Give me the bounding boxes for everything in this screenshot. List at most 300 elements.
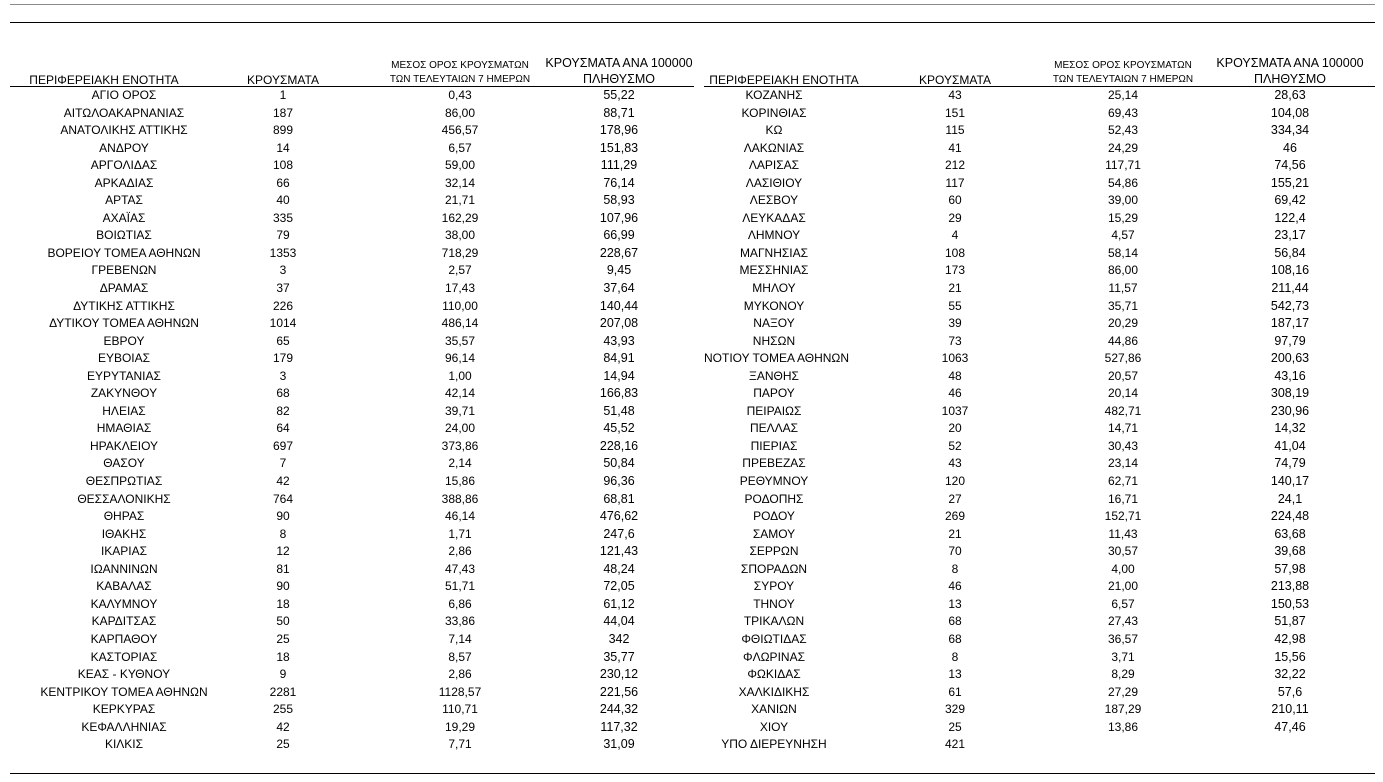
region-name-cell: ΚΑΡΔΙΤΣΑΣ <box>91 614 157 629</box>
region-name-cell: ΚΟΡΙΝΘΙΑΣ <box>741 105 807 120</box>
cases-per-100000-cell: 140,17 <box>1270 474 1310 489</box>
cases-per-100000-cell: 187,17 <box>1270 316 1310 331</box>
region-name-cell: ΣΠΟΡΑΔΩΝ <box>740 561 808 576</box>
cases-cell: 68 <box>276 386 290 401</box>
cases-cell: 48 <box>948 368 962 383</box>
cases-cell: 42 <box>276 719 290 734</box>
seven-day-average-cell: 11,43 <box>1108 526 1138 541</box>
cases-per-100000-cell: 14,94 <box>603 368 635 383</box>
seven-day-average-cell: 86,00 <box>1107 263 1139 278</box>
region-name-cell: ΗΜΑΘΙΑΣ <box>96 421 152 436</box>
cases-per-100000-cell: 56,84 <box>1274 245 1306 260</box>
region-name-cell: ΡΟΔΟΠΗΣ <box>744 491 804 506</box>
seven-day-average-cell: 527,86 <box>1104 351 1142 366</box>
seven-day-average-cell: 4,57 <box>1111 228 1135 243</box>
cases-cell: 68 <box>948 631 962 646</box>
cases-cell: 108 <box>272 158 294 173</box>
seven-day-average-cell: 25,14 <box>1107 88 1139 102</box>
cases-per-100000-cell: 230,96 <box>1270 403 1310 418</box>
cases-cell: 40 <box>276 193 290 208</box>
region-name-cell: ΤΡΙΚΑΛΩΝ <box>743 614 805 629</box>
region-name-cell: ΣΕΡΡΩΝ <box>749 544 799 559</box>
region-name-cell: ΚΙΛΚΙΣ <box>104 737 144 752</box>
seven-day-average-cell: 24,00 <box>444 421 476 436</box>
cases-cell: 226 <box>272 298 294 313</box>
seven-day-average-cell: 86,00 <box>444 105 476 120</box>
region-name-cell: ΧΑΛΚΙΔΙΚΗΣ <box>738 684 810 699</box>
cases-per-100000-cell: 97,79 <box>1274 333 1306 348</box>
cases-per-100000-cell: 66,99 <box>603 228 635 243</box>
region-name-cell: ΚΕΦΑΛΛΗΝΙΑΣ <box>81 719 167 734</box>
seven-day-average-cell: 11,57 <box>1108 281 1138 296</box>
cases-cell: 50 <box>276 614 290 629</box>
seven-day-average-cell: 456,57 <box>441 123 479 138</box>
cases-cell: 13 <box>948 667 962 682</box>
seven-day-average-cell: 21,00 <box>1107 579 1139 594</box>
seven-day-average-cell: 2,86 <box>448 544 472 559</box>
cases-per-100000-cell: 213,88 <box>1270 579 1310 594</box>
cases-cell: 18 <box>276 649 290 664</box>
cases-cell: 39 <box>948 316 962 331</box>
region-name-cell: ΔΥΤΙΚΗΣ ΑΤΤΙΚΗΣ <box>73 298 175 313</box>
cases-per-100000-cell: 43,16 <box>1274 368 1306 383</box>
cases-per-100000-cell: 244,32 <box>599 702 639 717</box>
seven-day-average-cell: 39,71 <box>444 403 476 418</box>
header-avg-line1: ΜΕΣΟΣ ΟΡΟΣ ΚΡΟΥΣΜΑΤΩΝ <box>391 60 529 71</box>
cases-cell: 2281 <box>269 684 297 699</box>
seven-day-average-cell: 1,00 <box>448 368 472 383</box>
cases-per-100000-cell: 342 <box>608 631 630 646</box>
seven-day-average-cell: 7,14 <box>448 631 472 646</box>
cases-cell: 151 <box>944 105 966 120</box>
region-name-cell: ΝΑΞΟΥ <box>753 316 795 331</box>
seven-day-average-cell: 388,86 <box>441 491 479 506</box>
cases-cell: 8 <box>951 649 959 664</box>
seven-day-average-cell: 2,14 <box>448 456 472 471</box>
region-name-cell: ΣΥΡΟΥ <box>753 579 795 594</box>
cases-per-100000-cell: 210,11 <box>1271 702 1309 717</box>
region-name-cell: ΗΡΑΚΛΕΙΟΥ <box>89 438 159 453</box>
cases-cell: 1014 <box>269 316 297 331</box>
cases-per-100000-cell: 61,12 <box>603 596 635 611</box>
seven-day-average-cell: 152,71 <box>1104 509 1142 524</box>
seven-day-average-cell: 6,86 <box>448 596 472 611</box>
region-name-cell: ΦΩΚΙΔΑΣ <box>747 667 801 682</box>
cases-cell: 90 <box>276 579 290 594</box>
cases-cell: 9 <box>279 667 287 682</box>
cases-cell: 20 <box>948 421 962 436</box>
header-per-line1: ΚΡΟΥΣΜΑΤΑ ΑΝΑ 100000 <box>545 56 693 70</box>
top-rule-thin <box>10 4 1375 5</box>
region-name-cell: ΓΡΕΒΕΝΩΝ <box>91 263 157 278</box>
cases-cell: 899 <box>272 123 294 138</box>
cases-per-100000-cell: 32,22 <box>1274 667 1306 682</box>
cases-per-100000-cell: 224,48 <box>1270 509 1310 524</box>
cases-per-100000-cell: 47,46 <box>1274 719 1306 734</box>
header-avg-line2: ΤΩΝ ΤΕΛΕΥΤΑΙΩΝ 7 ΗΜΕΡΩΝ <box>1052 74 1194 85</box>
cases-per-100000-cell: 44,04 <box>603 614 635 629</box>
cases-cell: 43 <box>948 88 962 102</box>
region-name-cell: ΑΡΤΑΣ <box>105 193 143 208</box>
cases-cell: 60 <box>948 193 962 208</box>
cases-per-100000-cell: 96,36 <box>603 474 635 489</box>
cases-per-100000-cell: 57,98 <box>1274 561 1306 576</box>
region-name-cell: ΣΑΜΟΥ <box>752 526 796 541</box>
cases-cell: 212 <box>944 158 966 173</box>
seven-day-average-cell: 4,00 <box>1111 561 1135 576</box>
region-name-cell: ΦΛΩΡΙΝΑΣ <box>743 649 805 664</box>
cases-cell: 27 <box>948 491 962 506</box>
bottom-rule <box>10 773 1375 774</box>
cases-cell: 335 <box>272 210 294 225</box>
cases-cell: 21 <box>948 526 962 541</box>
region-name-cell: ΧΙΟΥ <box>759 719 789 734</box>
seven-day-average-cell: 110,71 <box>442 702 478 717</box>
cases-cell: 179 <box>272 351 294 366</box>
cases-per-100000-cell: 76,14 <box>603 175 635 190</box>
region-name-cell: ΑΡΓΟΛΙΔΑΣ <box>90 158 158 173</box>
region-name-cell: ΡΕΘΥΜΝΟΥ <box>739 474 809 489</box>
header-cases: ΚΡΟΥΣΜΑΤΑ <box>919 73 991 87</box>
cases-per-100000-cell: 117,32 <box>600 719 638 734</box>
seven-day-average-cell: 69,43 <box>1107 105 1139 120</box>
cases-cell: 3 <box>279 368 287 383</box>
cases-cell: 73 <box>948 333 962 348</box>
cases-per-100000-cell: 58,93 <box>603 193 635 208</box>
cases-per-100000-cell: 228,67 <box>599 245 639 260</box>
region-name-cell: ΜΥΚΟΝΟΥ <box>743 298 805 313</box>
seven-day-average-cell: 482,71 <box>1104 403 1142 418</box>
cases-per-100000-cell: 308,19 <box>1270 386 1310 401</box>
region-name-cell: ΚΩ <box>765 123 783 138</box>
cases-per-100000-cell: 178,96 <box>599 123 639 138</box>
cases-per-100000-cell: 107,96 <box>599 210 639 225</box>
region-name-cell: ΚΕΝΤΡΙΚΟΥ ΤΟΜΕΑ ΑΘΗΝΩΝ <box>40 684 208 699</box>
seven-day-average-cell: 35,57 <box>444 333 476 348</box>
region-name-cell: ΠΡΕΒΕΖΑΣ <box>742 456 806 471</box>
seven-day-average-cell: 1128,57 <box>438 684 482 699</box>
cases-cell: 68 <box>948 614 962 629</box>
cases-per-100000-cell: 230,12 <box>599 667 639 682</box>
cases-per-100000-cell: 55,22 <box>603 88 635 102</box>
cases-per-100000-cell: 247,6 <box>603 526 635 541</box>
cases-cell: 120 <box>944 474 966 489</box>
seven-day-average-cell: 47,43 <box>444 561 476 576</box>
seven-day-average-cell: 39,00 <box>1107 193 1139 208</box>
seven-day-average-cell: 42,14 <box>444 386 476 401</box>
cases-per-100000-cell: 48,24 <box>603 561 635 576</box>
region-name-cell: ΑΓΙΟ ΟΡΟΣ <box>91 88 157 102</box>
cases-per-100000-cell: 46 <box>1283 140 1297 155</box>
seven-day-average-cell: 2,86 <box>448 667 472 682</box>
region-name-cell: ΑΙΤΩΛΟΑΚΑΡΝΑΝΙΑΣ <box>63 105 185 120</box>
cases-cell: 81 <box>276 561 290 576</box>
region-name-cell: ΚΑΣΤΟΡΙΑΣ <box>90 649 158 664</box>
cases-per-100000-cell: 84,91 <box>603 351 635 366</box>
cases-per-100000-cell: 111,29 <box>600 158 638 173</box>
cases-cell: 173 <box>944 263 966 278</box>
cases-cell: 764 <box>272 491 294 506</box>
region-name-cell: ΤΗΝΟΥ <box>753 596 795 611</box>
cases-cell: 61 <box>948 684 962 699</box>
seven-day-average-cell: 7,71 <box>448 737 472 752</box>
region-name-cell: ΦΘΙΩΤΙΔΑΣ <box>741 631 807 646</box>
region-name-cell: ΥΠΟ ΔΙΕΡΕΥΝΗΣΗ <box>721 737 827 752</box>
header-region: ΠΕΡΙΦΕΡΕΙΑΚΗ ΕΝΟΤΗΤΑ <box>709 73 859 87</box>
region-name-cell: ΒΟΙΩΤΙΑΣ <box>96 228 152 243</box>
cases-cell: 1037 <box>941 403 969 418</box>
region-name-cell: ΘΗΡΑΣ <box>103 509 145 524</box>
region-name-cell: ΡΟΔΟΥ <box>753 509 795 524</box>
seven-day-average-cell: 6,57 <box>448 140 472 155</box>
seven-day-average-cell: 58,14 <box>1107 245 1139 260</box>
region-name-cell: ΙΘΑΚΗΣ <box>101 526 147 541</box>
region-name-cell: ΠΕΛΛΑΣ <box>749 421 799 436</box>
cases-per-100000-cell: 39,68 <box>1274 544 1306 559</box>
seven-day-average-cell: 24,29 <box>1107 140 1139 155</box>
cases-cell: 1063 <box>941 351 969 366</box>
region-name-cell: ΧΑΝΙΩΝ <box>751 702 797 717</box>
region-name-cell: ΔΡΑΜΑΣ <box>99 281 149 296</box>
region-name-cell: ΚΑΛΥΜΝΟΥ <box>90 596 158 611</box>
seven-day-average-cell: 27,29 <box>1107 684 1139 699</box>
cases-per-100000-cell: 63,68 <box>1274 526 1306 541</box>
cases-cell: 7 <box>279 456 287 471</box>
cases-per-100000-cell: 37,64 <box>603 281 635 296</box>
region-name-cell: ΑΡΚΑΔΙΑΣ <box>94 175 154 190</box>
seven-day-average-cell: 2,57 <box>448 263 472 278</box>
seven-day-average-cell: 51,71 <box>444 579 476 594</box>
region-name-cell: ΑΝΑΤΟΛΙΚΗΣ ΑΤΤΙΚΗΣ <box>60 123 188 138</box>
header-region: ΠΕΡΙΦΕΡΕΙΑΚΗ ΕΝΟΤΗΤΑ <box>29 73 179 87</box>
region-name-cell: ΑΝΔΡΟΥ <box>99 140 149 155</box>
cases-cell: 41 <box>948 140 962 155</box>
seven-day-average-cell: 23,14 <box>1107 456 1139 471</box>
region-name-cell: ΚΕΑΣ - ΚΥΘΝΟΥ <box>77 667 171 682</box>
cases-cell: 70 <box>948 544 962 559</box>
cases-cell: 25 <box>276 631 290 646</box>
seven-day-average-cell: 30,57 <box>1107 544 1139 559</box>
cases-per-100000-cell: 140,44 <box>599 298 639 313</box>
cases-per-100000-cell: 207,08 <box>599 316 639 331</box>
cases-cell: 187 <box>272 105 294 120</box>
seven-day-average-cell: 0,43 <box>448 88 472 102</box>
cases-cell: 255 <box>272 702 294 717</box>
cases-cell: 79 <box>276 228 290 243</box>
seven-day-average-cell: 373,86 <box>441 438 479 453</box>
cases-per-100000-cell: 228,16 <box>599 438 639 453</box>
seven-day-average-cell: 20,14 <box>1107 386 1139 401</box>
cases-cell: 25 <box>276 737 290 752</box>
region-name-cell: ΜΕΣΣΗΝΙΑΣ <box>739 263 809 278</box>
header-cases-per-100000 <box>534 56 704 87</box>
seven-day-average-cell: 52,43 <box>1107 123 1139 138</box>
seven-day-average-cell: 36,57 <box>1107 631 1139 646</box>
region-name-cell: ΕΥΒΟΙΑΣ <box>97 351 151 366</box>
header-per-line1: ΚΡΟΥΣΜΑΤΑ ΑΝΑ 100000 <box>1216 56 1364 70</box>
region-name-cell: ΛΑΚΩΝΙΑΣ <box>743 140 805 155</box>
cases-per-100000-cell: 69,42 <box>1274 193 1306 208</box>
cases-cell: 21 <box>948 281 962 296</box>
cases-per-100000-cell: 41,04 <box>1274 438 1306 453</box>
cases-per-100000-cell: 104,08 <box>1270 105 1310 120</box>
region-name-cell: ΒΟΡΕΙΟΥ ΤΟΜΕΑ ΑΘΗΝΩΝ <box>47 245 201 260</box>
cases-per-100000-cell: 68,81 <box>603 491 635 506</box>
region-name-cell: ΘΑΣΟΥ <box>103 456 145 471</box>
seven-day-average-cell: 46,14 <box>444 509 476 524</box>
seven-day-average-cell: 15,29 <box>1107 210 1139 225</box>
header-avg-line1: ΜΕΣΟΣ ΟΡΟΣ ΚΡΟΥΣΜΑΤΩΝ <box>1054 60 1192 71</box>
cases-per-100000-cell: 72,05 <box>603 579 635 594</box>
seven-day-average-cell: 59,00 <box>444 158 476 173</box>
seven-day-average-cell: 62,71 <box>1107 474 1139 489</box>
region-name-cell: ΛΑΡΙΣΑΣ <box>748 158 800 173</box>
seven-day-average-cell: 3,71 <box>1111 649 1135 664</box>
cases-cell: 43 <box>948 456 962 471</box>
seven-day-average-cell: 8,29 <box>1111 667 1135 682</box>
cases-cell: 117 <box>945 175 965 190</box>
seven-day-average-cell: 1,71 <box>448 526 472 541</box>
cases-cell: 421 <box>944 737 966 752</box>
cases-per-100000-cell: 74,79 <box>1274 456 1306 471</box>
cases-per-100000-cell: 122,4 <box>1274 210 1306 225</box>
cases-per-100000-cell: 57,6 <box>1277 684 1303 699</box>
seven-day-average-cell: 38,00 <box>444 228 476 243</box>
seven-day-average-cell: 21,71 <box>444 193 476 208</box>
region-name-cell: ΚΑΡΠΑΘΟΥ <box>90 631 158 646</box>
seven-day-average-cell: 162,29 <box>441 210 479 225</box>
region-name-cell: ΝΟΤΙΟΥ ΤΟΜΕΑ ΑΘΗΝΩΝ <box>704 351 850 366</box>
cases-per-100000-cell: 334,34 <box>1270 123 1310 138</box>
region-name-cell: ΠΑΡΟΥ <box>753 386 795 401</box>
region-name-cell: ΜΑΓΝΗΣΙΑΣ <box>739 245 809 260</box>
cases-per-100000-cell: 221,56 <box>599 684 639 699</box>
cases-cell: 14 <box>276 140 290 155</box>
cases-cell: 12 <box>276 544 290 559</box>
seven-day-average-cell: 35,71 <box>1107 298 1139 313</box>
cases-per-100000-cell: 43,93 <box>603 333 635 348</box>
cases-per-100000-cell: 150,53 <box>1270 596 1310 611</box>
cases-per-100000-cell: 542,73 <box>1270 298 1310 313</box>
seven-day-average-cell: 15,86 <box>444 474 476 489</box>
cases-cell: 1353 <box>269 245 297 260</box>
region-name-cell: ΙΚΑΡΙΑΣ <box>100 544 148 559</box>
cases-per-100000-cell: 15,56 <box>1274 649 1306 664</box>
cases-cell: 66 <box>276 175 290 190</box>
cases-per-100000-cell: 23,17 <box>1274 228 1306 243</box>
cases-cell: 82 <box>276 403 290 418</box>
cases-cell: 697 <box>272 438 294 453</box>
cases-cell: 13 <box>948 596 962 611</box>
region-name-cell: ΔΥΤΙΚΟΥ ΤΟΜΕΑ ΑΘΗΝΩΝ <box>49 316 199 331</box>
cases-per-100000-cell: 50,84 <box>603 456 635 471</box>
cases-per-100000-cell: 121,43 <box>599 544 639 559</box>
cases-cell: 18 <box>276 596 290 611</box>
cases-per-100000-cell: 35,77 <box>603 649 635 664</box>
region-name-cell: ΛΕΥΚΑΔΑΣ <box>742 210 806 225</box>
seven-day-average-cell: 30,43 <box>1107 438 1139 453</box>
cases-cell: 4 <box>951 228 959 243</box>
cases-cell: 329 <box>944 702 966 717</box>
region-name-cell: ΖΑΚΥΝΘΟΥ <box>90 386 158 401</box>
cases-cell: 269 <box>944 509 966 524</box>
cases-per-100000-cell: 28,63 <box>1274 88 1306 102</box>
seven-day-average-cell: 33,86 <box>444 614 476 629</box>
cases-cell: 52 <box>948 438 962 453</box>
cases-cell: 65 <box>276 333 290 348</box>
header-seven-day-average <box>1036 59 1210 87</box>
region-name-cell: ΛΑΣΙΘΙΟΥ <box>745 175 803 190</box>
region-name-cell: ΕΒΡΟΥ <box>103 333 145 348</box>
region-name-cell: ΜΗΛΟΥ <box>752 281 796 296</box>
seven-day-average-cell: 8,57 <box>448 649 472 664</box>
seven-day-average-cell: 486,14 <box>441 316 479 331</box>
region-name-cell: ΛΗΜΝΟΥ <box>747 228 801 243</box>
seven-day-average-cell: 32,14 <box>444 175 476 190</box>
seven-day-average-cell: 187,29 <box>1104 702 1142 717</box>
header-per-line2: ΠΛΗΘΥΣΜΟ <box>583 71 655 86</box>
header-seven-day-average <box>370 59 550 87</box>
region-name-cell: ΠΕΙΡΑΙΩΣ <box>746 403 802 418</box>
region-name-cell: ΛΕΣΒΟΥ <box>749 193 799 208</box>
region-name-cell: ΗΛΕΙΑΣ <box>102 403 146 418</box>
cases-per-100000-cell: 476,62 <box>599 509 639 524</box>
cases-per-100000-cell: 42,98 <box>1274 631 1306 646</box>
region-name-cell: ΕΥΡΥΤΑΝΙΑΣ <box>87 368 161 383</box>
cases-per-100000-cell: 200,63 <box>1270 351 1310 366</box>
header-per-line2: ΠΛΗΘΥΣΜΟ <box>1254 71 1326 86</box>
seven-day-average-cell: 96,14 <box>444 351 476 366</box>
cases-cell: 108 <box>944 245 966 260</box>
cases-per-100000-cell: 9,45 <box>606 263 632 278</box>
cases-cell: 3 <box>279 263 287 278</box>
region-name-cell: ΘΕΣΠΡΩΤΙΑΣ <box>85 474 163 489</box>
cases-per-100000-cell: 45,52 <box>603 421 635 436</box>
cases-cell: 42 <box>276 474 290 489</box>
seven-day-average-cell: 19,29 <box>444 719 476 734</box>
region-name-cell: ΝΗΣΩΝ <box>752 333 796 348</box>
seven-day-average-cell: 117,71 <box>1105 158 1141 173</box>
cases-cell: 1 <box>279 88 287 102</box>
header-avg-line2: ΤΩΝ ΤΕΛΕΥΤΑΙΩΝ 7 ΗΜΕΡΩΝ <box>389 74 531 85</box>
region-name-cell: ΠΙΕΡΙΑΣ <box>750 438 798 453</box>
seven-day-average-cell: 110,00 <box>442 298 478 313</box>
cases-per-100000-cell: 155,21 <box>1270 175 1310 190</box>
header-cases-per-100000 <box>1205 56 1375 87</box>
region-name-cell: ΘΕΣΣΑΛΟΝΙΚΗΣ <box>77 491 171 506</box>
cases-per-100000-cell: 166,83 <box>599 386 639 401</box>
cases-per-100000-cell: 108,16 <box>1270 263 1310 278</box>
region-name-cell: ΙΩΑΝΝΙΝΩΝ <box>90 561 158 576</box>
cases-per-100000-cell: 51,48 <box>603 403 635 418</box>
seven-day-average-cell: 14,71 <box>1107 421 1139 436</box>
region-name-cell: ΚΟΖΑΝΗΣ <box>745 88 803 102</box>
cases-cell: 37 <box>276 281 290 296</box>
seven-day-average-cell: 27,43 <box>1107 614 1139 629</box>
region-name-cell: ΚΑΒΑΛΑΣ <box>96 579 152 594</box>
cases-cell: 8 <box>279 526 287 541</box>
seven-day-average-cell: 44,86 <box>1107 333 1139 348</box>
region-name-cell: ΑΧΑΪΑΣ <box>102 210 146 225</box>
seven-day-average-cell: 718,29 <box>441 245 479 260</box>
seven-day-average-cell: 54,86 <box>1107 175 1139 190</box>
cases-per-100000-cell: 24,1 <box>1277 491 1303 506</box>
cases-per-100000-cell: 151,83 <box>599 140 639 155</box>
cases-per-100000-cell: 211,44 <box>1271 281 1309 296</box>
seven-day-average-cell: 6,57 <box>1111 596 1135 611</box>
cases-per-100000-cell: 74,56 <box>1274 158 1306 173</box>
seven-day-average-cell: 16,71 <box>1107 491 1139 506</box>
